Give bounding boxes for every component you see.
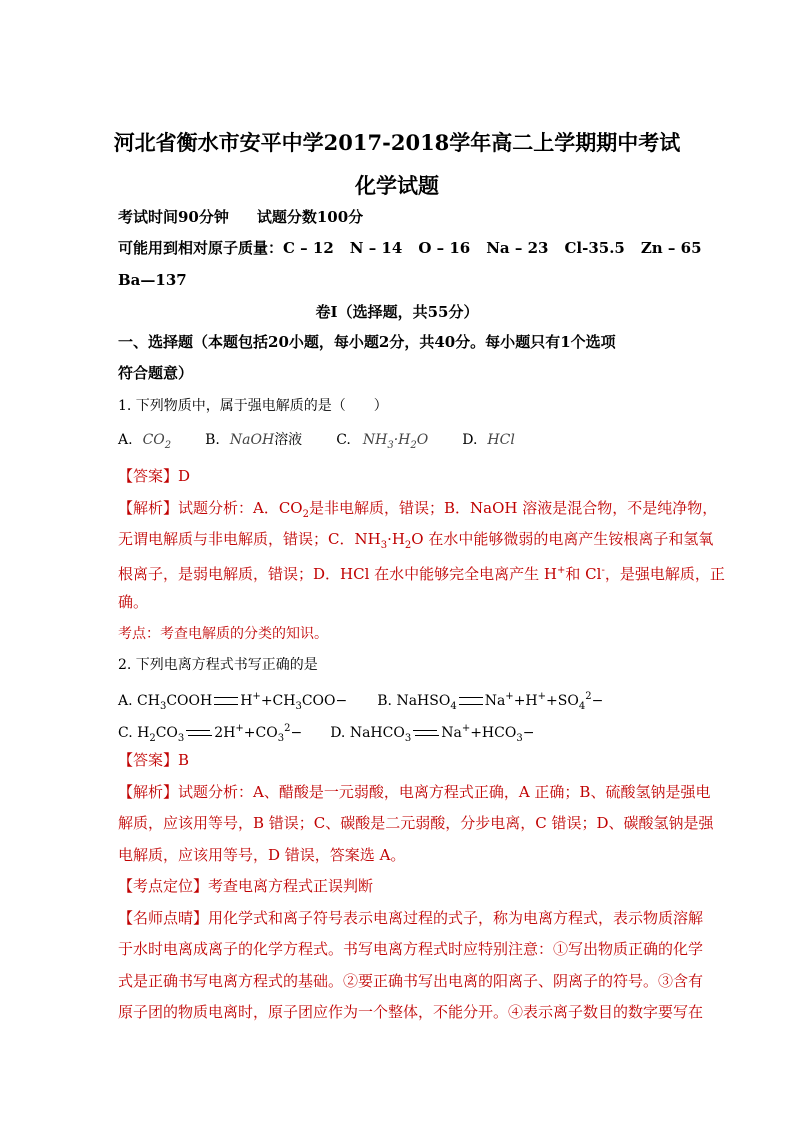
reversible-arrow-icon bbox=[186, 729, 212, 737]
q2-tips-line2: 于水时电离成离子的化学方程式。书写电离方程式时应特别注意：①写出物质正确的化学 bbox=[118, 940, 704, 958]
q2-stem: 2. 下列电离方程式书写正确的是 bbox=[118, 657, 318, 673]
q2-option-d: D. NaHCO$_3$ $Na^++HCO_3-$ bbox=[330, 723, 535, 744]
q1-options bbox=[118, 430, 515, 456]
q2-analysis-line1: 【解析】试题分析：A、醋酸是一元弱酸，电离方程式正确，A 正确；B、硫酸氢钠是强电 bbox=[118, 783, 711, 801]
q2-analysis-line3: 电解质，应该用等号，D 错误，答案选 A。 bbox=[118, 846, 406, 864]
q2-option-c: C. $H_2CO_3$ $2H^++CO_3^2-$ bbox=[118, 723, 303, 744]
q2-kaodian: 【考点定位】考查电离方程式正误判断 bbox=[118, 877, 374, 895]
q2-tips-line3: 式是正确书写电离方程式的基础。②要正确书写出电离的阳离子、阴离子的符号。③含有 bbox=[118, 972, 704, 990]
q1-option-d-formula: HCl bbox=[487, 432, 515, 448]
exam-time-and-score bbox=[118, 207, 363, 227]
q2-options-cd bbox=[118, 719, 534, 749]
q1-option-b-label: B. bbox=[205, 432, 220, 448]
q2-tips-line1: 【名师点晴】用化学式和离子符号表示电离过程的式子，称为电离方程式，表示物质溶解 bbox=[118, 909, 704, 927]
q2-tips-line4: 原子团的物质电离时，原子团应作为一个整体，不能分开。④表示离子数目的数字要写在 bbox=[118, 1003, 704, 1021]
document-title: 河北省衡水市安平中学2017-2018学年高二上学期期中考试 bbox=[113, 130, 681, 155]
q1-option-a-label: A. bbox=[118, 432, 133, 448]
q1-option-a-formula: $CO_2$ bbox=[142, 432, 172, 451]
mass-o: O – 16 bbox=[418, 239, 471, 257]
mass-na: Na – 23 bbox=[486, 239, 549, 257]
q2-option-b: B. NaHSO$_4$ $Na^++H^++SO_4^2-$ bbox=[377, 691, 604, 712]
q1-analysis-line1: 【解析】试题分析：A．$CO_2$是非电解质，错误；B．NaOH 溶液是混合物，不是纯净物， bbox=[118, 499, 718, 520]
equals-arrow-icon bbox=[459, 697, 483, 705]
mass-zn: Zn – 65 bbox=[640, 239, 702, 257]
atomic-masses-label: 可能用到相对原子质量： bbox=[118, 239, 284, 257]
mass-c: C – 12 bbox=[283, 239, 334, 257]
q2-answer: 【答案】B bbox=[118, 751, 190, 769]
equals-arrow-icon bbox=[214, 697, 238, 705]
q1-option-b-formula: NaOH bbox=[229, 432, 275, 448]
q1-stem: 1. 下列物质中，属于强电解质的是（ ） bbox=[118, 398, 388, 414]
q1-analysis-line2: 无谓电解质与非电解质，错误；C．$NH_3\cdot H_2O$ 在水中能够微弱的电离产生铵根离子和氢氧 bbox=[118, 530, 714, 551]
mass-cl: Cl-35.5 bbox=[564, 239, 625, 257]
mass-ba: Ba—137 bbox=[118, 271, 187, 289]
q1-option-c-label: C. bbox=[336, 432, 351, 448]
q1-analysis-line3: 根离子，是弱电解质，错误；D．HCl 在水中能够完全电离产生 H+和 Cl-，是强电解质，正 bbox=[118, 565, 725, 583]
q1-kaodian: 考点：考查电解质的分类的知识。 bbox=[118, 626, 328, 642]
q1-option-d-label: D. bbox=[462, 432, 478, 448]
q1-option-b-text: 溶液 bbox=[274, 432, 303, 448]
section-instructions-line1: 一、选择题（本题包括20小题，每小题2分，共40分。每小题只有1个选项 bbox=[118, 333, 616, 351]
q2-options-ab bbox=[118, 687, 603, 717]
document-subtitle: 化学试题 bbox=[355, 173, 439, 198]
atomic-masses bbox=[118, 238, 702, 258]
exam-score: 试题分数100分 bbox=[256, 208, 364, 226]
q1-analysis-line4: 确。 bbox=[118, 593, 149, 611]
reversible-arrow-icon bbox=[413, 729, 439, 737]
q2-analysis-line2: 解质，应该用等号，B 错误；C、碳酸是二元弱酸，分步电离，C 错误；D、碳酸氢钠是强 bbox=[118, 814, 714, 832]
q2-option-a: A. $CH_3COOH$ $H^++CH_3COO-$ bbox=[118, 691, 348, 712]
section-instructions-line2: 符合题意） bbox=[118, 364, 194, 382]
part-title: 卷Ⅰ（选择题，共55分） bbox=[315, 303, 479, 321]
q1-option-c-formula: $NH_3\cdot H_2O$ bbox=[362, 432, 429, 451]
q1-answer: 【答案】D bbox=[118, 467, 191, 485]
exam-time: 考试时间90分钟 bbox=[118, 208, 229, 226]
mass-n: N – 14 bbox=[349, 239, 403, 257]
